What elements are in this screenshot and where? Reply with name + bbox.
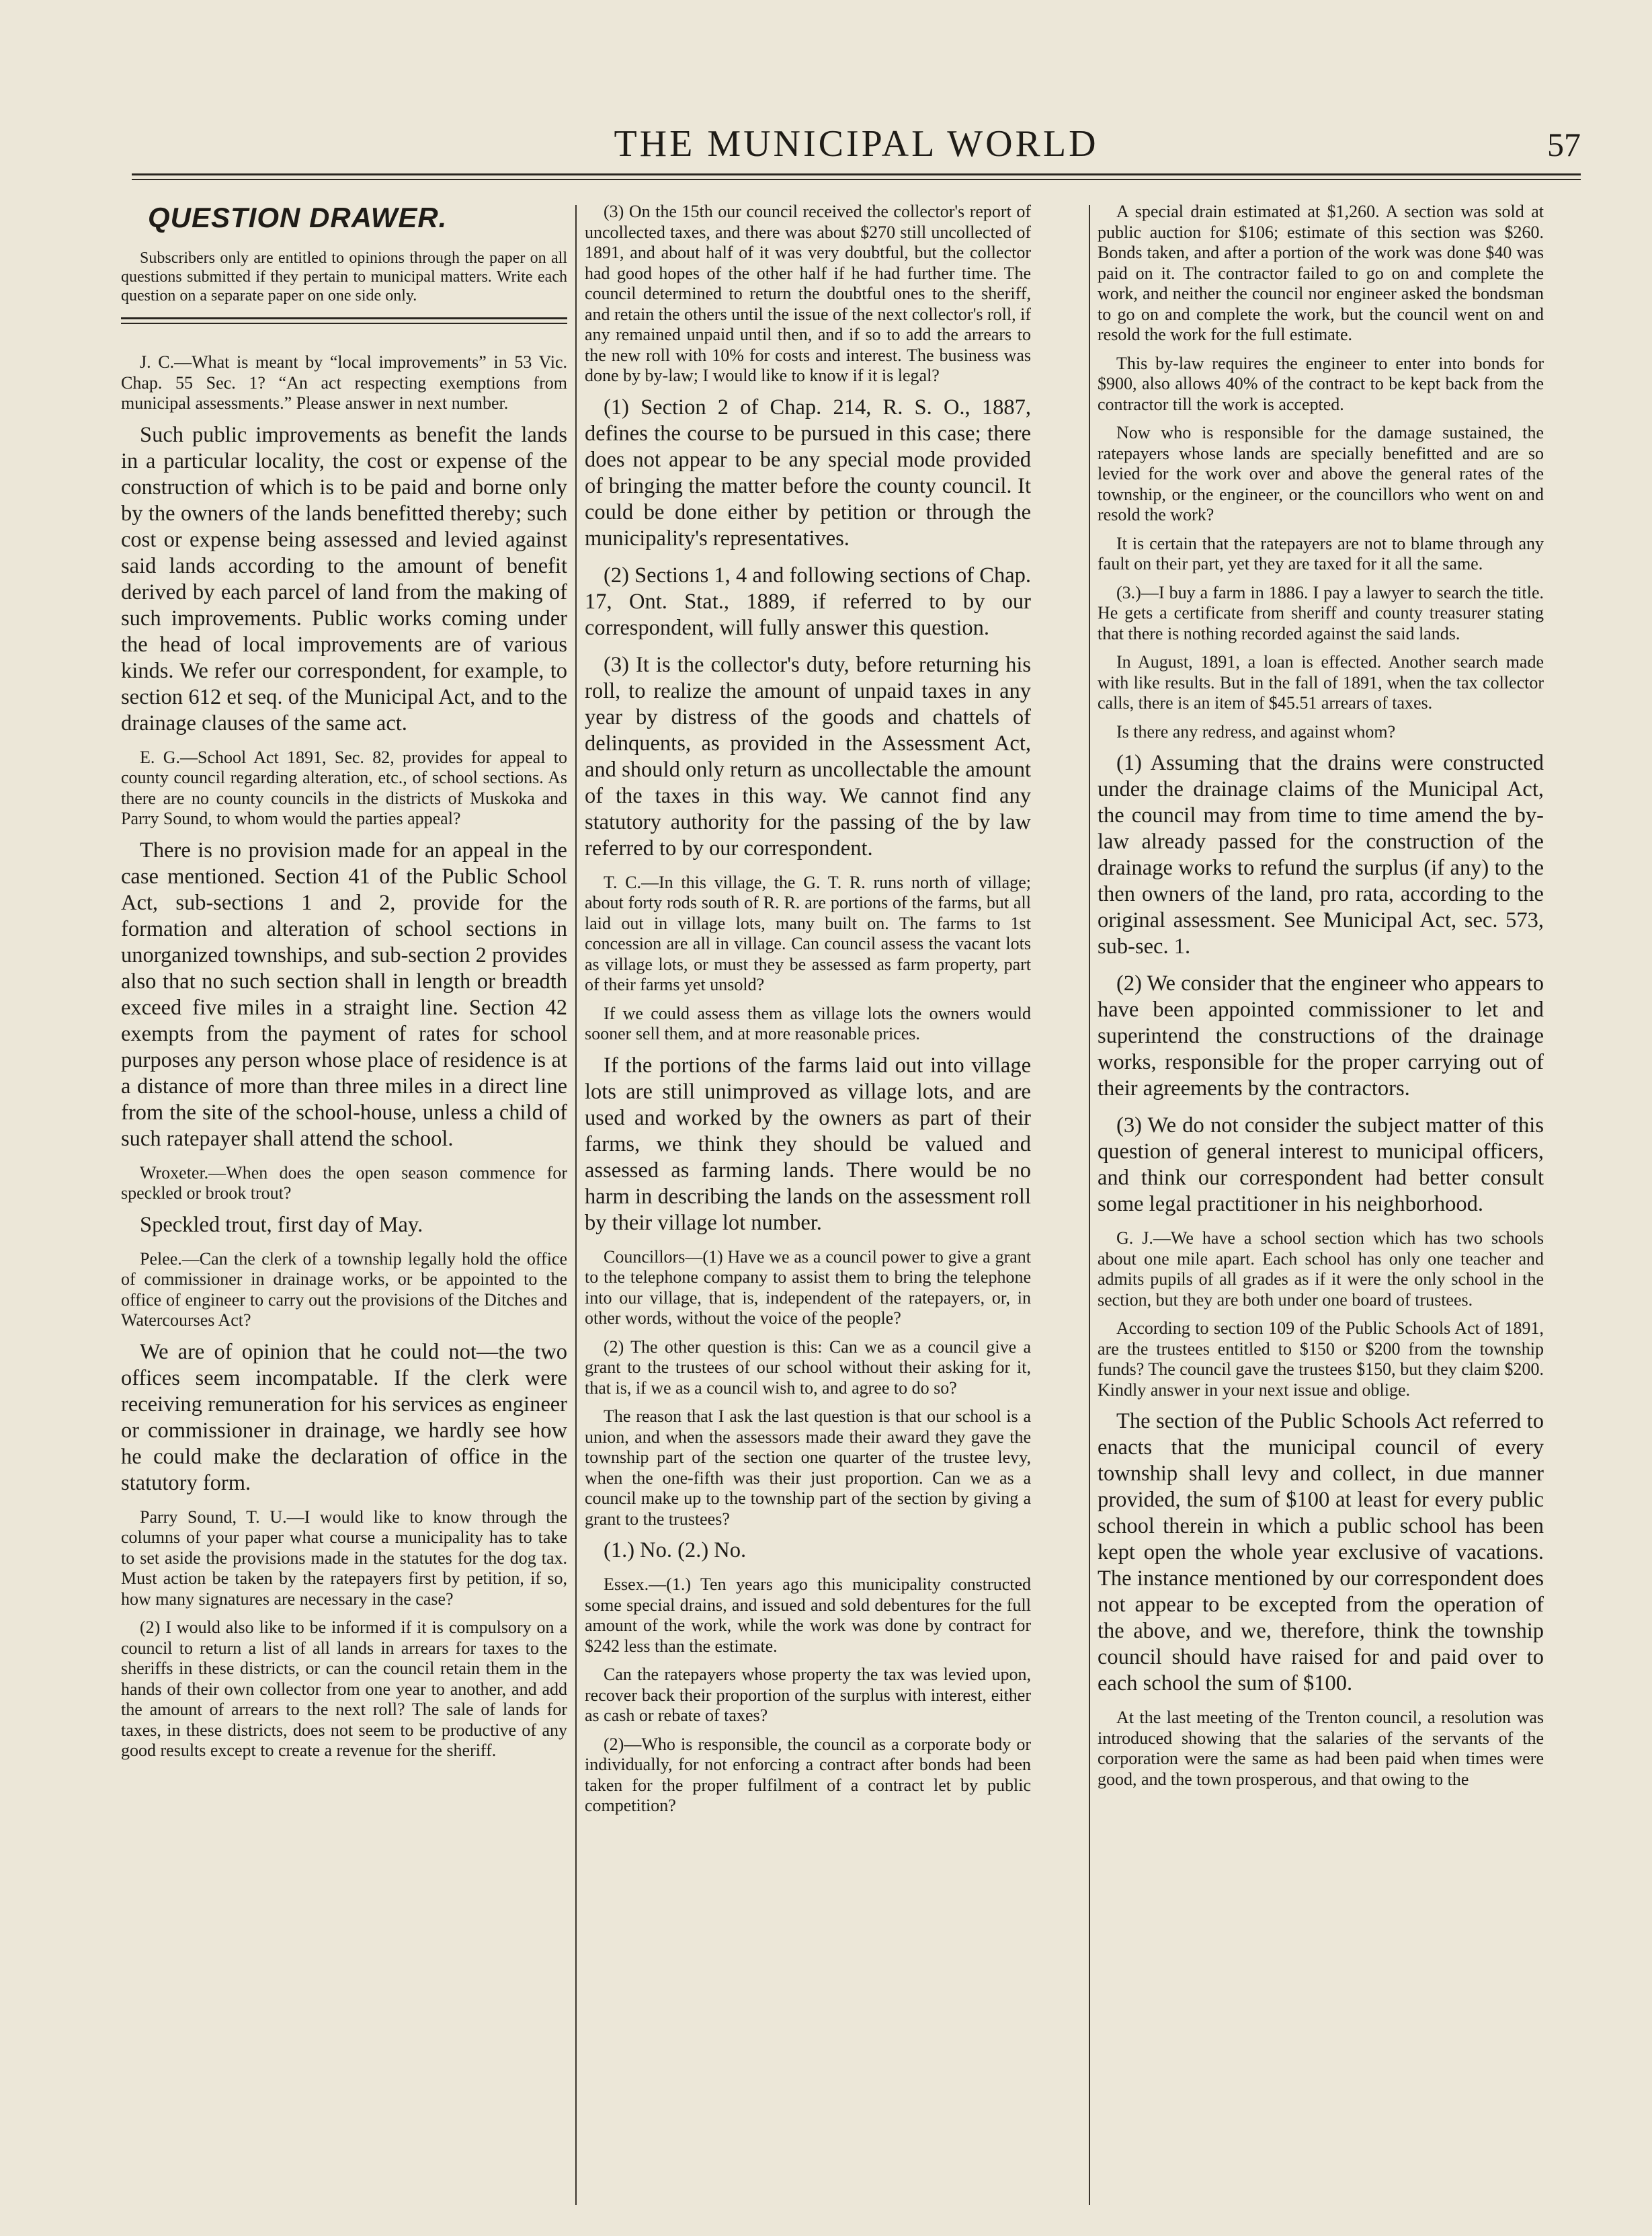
- page-number: 57: [1547, 126, 1581, 163]
- answer-paragraph: (1) Assuming that the drains were constructed under the drainage claims of the Municipal Act, the council may from time to time amend the by-law already passed for the construction of the drainage works to refund the surplus (if any) to the then owners of the land, pro rata, according to the original assessment. See Municipal Act, sec. 573, sub-sec. 1.: [1098, 751, 1544, 959]
- header-rule-top: [132, 173, 1581, 175]
- page-header: [132, 122, 1581, 169]
- question-paragraph: Essex.—(1.) Ten years ago this municipality constructed some special drains, and issued and sold debentures for the full amount of the work, while the work was done by contract for $242 less than the estimate.: [585, 1574, 1031, 1656]
- question-paragraph: It is certain that the ratepayers are not to blame through any fault on their part, yet they are taxed for it all the same.: [1098, 533, 1544, 573]
- answer-paragraph: Such public improvements as benefit the lands in a particular locality, the cost or expense of the construction of which is to be paid and borne only by the owners of the lands benefitted thereby; such cost or expense being assessed and levied against said lands according to the amount of benefit derived by each parcel of land from the making of such improvements. Public works coming under the head of local improvements are of various kinds. We refer our correspondent, for example, to section 612 et seq. of the Municipal Act, and to the drainage clauses of the same act.: [121, 422, 567, 735]
- question-paragraph: Wroxeter.—When does the open season commence for speckled or brook trout?: [121, 1162, 567, 1203]
- column-3: [1098, 202, 1544, 2205]
- question-paragraph: (2) The other question is this: Can we as a council give a grant to the trustees of our school without their asking for it, that is, if we as a council wish to, and agree to do so?: [585, 1336, 1031, 1398]
- question-paragraph: Parry Sound, T. U.—I would like to know through the columns of your paper what course a municipality has to take to set aside the provisions made in the statutes for the dog tax. Must action be taken by the ratepayers first by petition, if so, how many signatures are necessary in the case?: [121, 1507, 567, 1609]
- question-paragraph: This by-law requires the engineer to enter into bonds for $900, also allows 40% of the contract to be kept back from the contractor till the work is accepted.: [1098, 353, 1544, 414]
- question-paragraph: Councillors—(1) Have we as a council power to give a grant to the telephone company to assist them to bring the telephone into our village, that is, independent of the ratepayers, or, in other words, without the voice of the people?: [585, 1246, 1031, 1328]
- intro-note: Subscribers only are entitled to opinions through the paper on all questions submitted if they pertain to municipal matters. Write each question on a separate paper on one side only.: [121, 249, 567, 305]
- section-title: QUESTION DRAWER.: [148, 202, 448, 233]
- answer-paragraph: (2) We consider that the engineer who appears to have been appointed commissioner to let and superintend the constructions of the drainage works, responsible for the proper carrying out of their agreements by the contractors.: [1098, 971, 1544, 1101]
- answer-paragraph: The section of the Public Schools Act referred to enacts that the municipal council of every township shall levy and collect, in due manner provided, the sum of $100 at least for every public school therein in which a public school has been kept open the whole year exclusive of vacations. The instance mentioned by our correspondent does not appear to be excepted from the operation of the above, and we, therefore, think the township council should have raised for and paid over to each school the sum of $100.: [1098, 1409, 1544, 1695]
- column-2-items: [585, 202, 1031, 1816]
- column-3-items: [1098, 202, 1544, 1790]
- answer-paragraph: (1.) No. (2.) No.: [604, 1538, 747, 1562]
- question-paragraph: According to section 109 of the Public Schools Act of 1891, are the trustees entitled to $150 or $200 from the township funds? The council gave the trustees $150, but they claim $200. Kindly answer in your next issue and oblige.: [1098, 1318, 1544, 1400]
- column-1-items: [121, 352, 567, 1761]
- section-divider: [121, 317, 567, 324]
- header-rule-bottom: [132, 179, 1581, 180]
- question-paragraph: Pelee.—Can the clerk of a township legally hold the office of commissioner in drainage works, or be appointed to the office of engineer to carry out the provisions of the Ditches and Watercourses Act?: [121, 1248, 567, 1330]
- answer-paragraph: Speckled trout, first day of May.: [140, 1212, 423, 1237]
- answer-paragraph: (3) It is the collector's duty, before returning his roll, to realize the amount of unpaid taxes in any year by distress of the goods and chattels of delinquents, as provided in the Assessment Act, and should only return as uncollectable the amount of the taxes in this way. We cannot find any statutory authority for the passing of the by law referred to by our correspondent.: [585, 652, 1031, 861]
- question-paragraph: Now who is responsible for the damage sustained, the ratepayers whose lands are specially benefitted and are so levied for the work over and above the general rates of the township, or the engineer, or the councillors who went on and resold the work?: [1098, 423, 1544, 524]
- answer-paragraph: (2) Sections 1, 4 and following sections of Chap. 17, Ont. Stat., 1889, if referred to by our correspondent, will fully answer this question.: [585, 563, 1031, 640]
- question-paragraph: In August, 1891, a loan is effected. Another search made with like results. But in the fall of 1891, when the tax collector calls, there is an item of $45.51 arrears of taxes.: [1098, 652, 1544, 713]
- question-paragraph: Can the ratepayers whose property the tax was levied upon, recover back their proportion of the surplus with interest, either as cash or rebate of taxes?: [585, 1665, 1031, 1725]
- column-divider-1: [575, 205, 577, 2205]
- question-paragraph: Is there any redress, and against whom?: [1116, 721, 1396, 742]
- question-paragraph: If we could assess them as village lots the owners would sooner sell them, and at more reasonable prices.: [585, 1003, 1031, 1043]
- question-paragraph: (2)—Who is responsible, the council as a corporate body or individually, for not enforcing a contract after bonds had been taken for the proper fulfilment of a contract let by public competition?: [585, 1734, 1031, 1815]
- question-paragraph: G. J.—We have a school section which has two schools about one mile apart. Each school has only one teacher and admits pupils of all grades as if it were the only school in the section, but they are both under one board of trustees.: [1098, 1228, 1544, 1310]
- question-paragraph: The reason that I ask the last question is that our school is a union, and when the assessors made their award they gave the township part of the section one quarter of the trustee levy, when the one-fifth was their just proportion. Can we as a council make up to the township part of the section by giving a grant to the trustees?: [585, 1406, 1031, 1529]
- answer-paragraph: (3) We do not consider the subject matter of this question of general interest to municipal officers, and think our correspondent had better consult some legal practitioner in his neighborhood.: [1098, 1113, 1544, 1216]
- masthead-title: THE MUNICIPAL WORLD: [614, 123, 1099, 165]
- question-paragraph: J. C.—What is meant by “local improvements” in 53 Vic. Chap. 55 Sec. 1? “An act respecting exemptions from municipal assessments.” Please answer in next number.: [121, 352, 567, 413]
- answer-paragraph: (1) Section 2 of Chap. 214, R. S. O., 1887, defines the course to be pursued in this case; there does not appear to be any special mode provided of bringing the matter before the county council. It could be done either by petition or through the municipality's representatives.: [585, 395, 1031, 551]
- column-divider-2: [1089, 205, 1090, 2205]
- answer-paragraph: There is no provision made for an appeal in the case mentioned. Section 41 of the Public School Act, sub-sections 1 and 2, provide for the formation and alteration of school sections in unorganized townships, and sub-section 2 provides also that no such section shall in length or breadth exceed five miles in a straight line. Section 42 exempts from the payment of rates for school purposes any person whose place of residence is at a distance of more than three miles in a direct line from the site of the school-house, unless a child of such ratepayer shall attend the school.: [121, 838, 567, 1151]
- column-2: [585, 202, 1031, 2205]
- question-paragraph: (2) I would also like to be informed if it is compulsory on a council to return a list of all lands in arrears for taxes to the sheriffs in these districts, or can the council retain them in the hands of their own collector from one year to another, and add the amount of arrears to the next roll? The sale of lands for taxes, in these districts, does not seem to be productive of any good results except to create a revenue for the sheriff.: [121, 1618, 567, 1760]
- question-paragraph: A special drain estimated at $1,260. A section was sold at public auction for $106; estimate of this section was $260. Bonds taken, and after a portion of the work was done $40 was paid on it. The contractor failed to go on and complete the work, and neither the council nor engineer asked the bondsman to go on and complete the work, but the council went on and resold the work for the full estimate.: [1098, 202, 1544, 344]
- question-paragraph: (3.)—I buy a farm in 1886. I pay a lawyer to search the title. He gets a certificate from sheriff and county treasurer stating that there is nothing recorded against the said lands.: [1098, 582, 1544, 643]
- answer-paragraph: We are of opinion that he could not—the two offices seem incompatable. If the clerk were receiving remuneration for his services as engineer or commissioner in drainage, we hardly see how he could make the declaration of office in the statutory form.: [121, 1339, 567, 1495]
- question-paragraph: E. G.—School Act 1891, Sec. 82, provides for appeal to county council regarding alteration, etc., of school sections. As there are no county councils in the districts of Muskoka and Parry Sound, to whom would the parties appeal?: [121, 747, 567, 828]
- question-paragraph: T. C.—In this village, the G. T. R. runs north of village; about forty rods south of R. R. are portions of the farms, but all laid out in village lots, many built on. The farms to 1st concession are all in village. Can council assess the vacant lots as village lots, or must they be assessed as farm property, part of their farms yet unsold?: [585, 872, 1031, 994]
- column-1: [121, 202, 567, 2205]
- question-paragraph: (3) On the 15th our council received the collector's report of uncollected taxes, and there was about $270 still uncollected of 1891, and about half of it was very doubtful, but the collector had good hopes of the other half if he had further time. The council determined to return the doubtful ones to the sheriff, and retain the others until the issue of the next collector's roll, if any remained unpaid until then, and if so to add the arrears to the new roll with 10% for costs and interest. The business was done by by-law; I would like to know if it is legal?: [585, 202, 1031, 385]
- answer-paragraph: If the portions of the farms laid out into village lots are still unimproved as village lots, and are used and worked by the owners as part of their farms, we think they should be valued and assessed as farming lands. There would be no harm in describing the lands on the assessment roll by their village lot number.: [585, 1053, 1031, 1235]
- question-paragraph: At the last meeting of the Trenton council, a resolution was introduced showing that the salaries of the servants of the corporation were the same as had been paid when times were good, and the town prosperous, and that owing to the: [1098, 1708, 1544, 1789]
